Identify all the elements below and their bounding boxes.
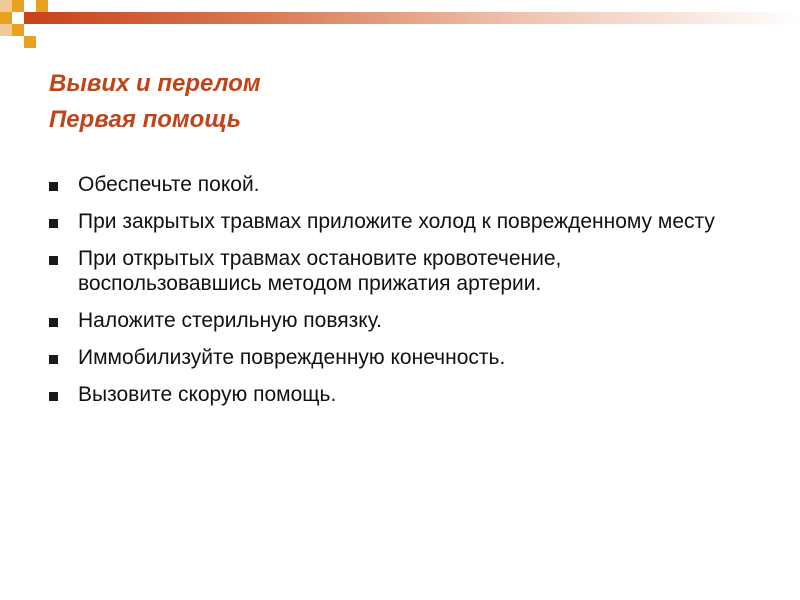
slide-title-line-2: Первая помощь <box>49 106 242 133</box>
deco-square <box>24 12 36 24</box>
bullet-item <box>48 382 748 407</box>
bullet-text: Вызовите скорую помощь. <box>78 383 337 406</box>
bullet-text: Иммобилизуйте поврежденную конечность. <box>78 346 506 369</box>
bullet-list <box>48 172 748 419</box>
bullet-text: При закрытых травмах приложите холод к поврежденному месту <box>78 210 715 233</box>
slide-title-line-1: Вывих и перелом <box>49 70 261 97</box>
bullet-item <box>48 246 748 296</box>
deco-square <box>12 12 24 24</box>
deco-square <box>0 0 12 12</box>
bullet-item <box>48 172 748 197</box>
deco-square <box>12 24 24 36</box>
slide-title <box>49 66 261 138</box>
square-bullet-icon <box>49 392 58 401</box>
deco-square <box>0 24 12 36</box>
bullet-text: Обеспечьте покой. <box>78 173 260 196</box>
deco-square <box>24 36 36 48</box>
bullet-item <box>48 345 748 370</box>
square-bullet-icon <box>49 318 58 327</box>
deco-square <box>24 24 36 36</box>
deco-square <box>36 0 48 12</box>
square-bullet-icon <box>49 219 58 228</box>
deco-square <box>0 12 12 24</box>
square-bullet-icon <box>49 355 58 364</box>
header-gradient-bar <box>36 12 800 24</box>
bullet-text: Наложите стерильную повязку. <box>78 309 382 332</box>
square-bullet-icon <box>49 256 58 265</box>
bullet-item <box>48 209 748 234</box>
deco-square <box>12 0 24 12</box>
bullet-item <box>48 308 748 333</box>
header-decoration <box>0 0 800 60</box>
bullet-text: При открытых травмах остановите кровотечение, воспользовавшись методом прижатия артерии. <box>78 247 562 295</box>
deco-square <box>24 0 36 12</box>
square-bullet-icon <box>49 182 58 191</box>
